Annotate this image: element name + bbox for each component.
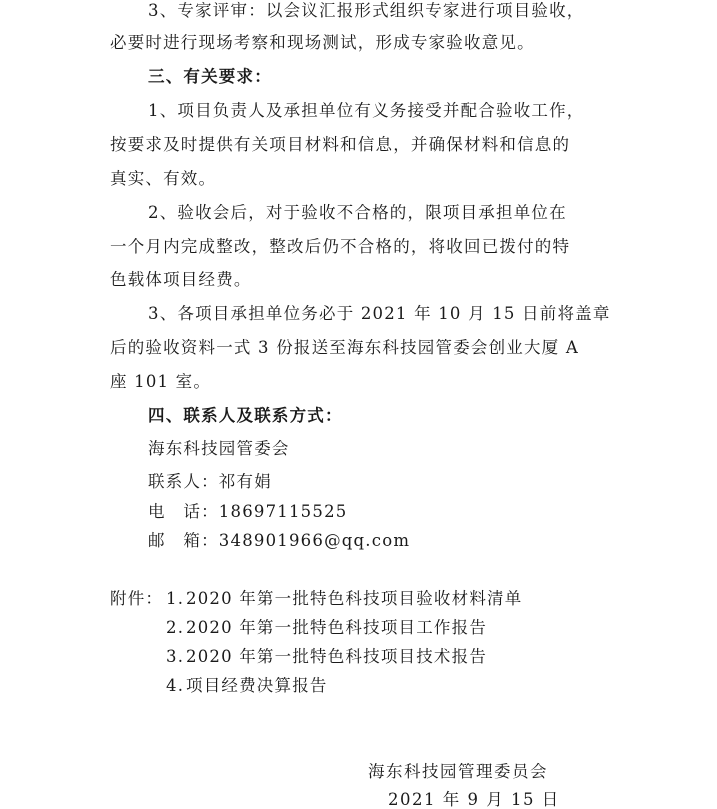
attachment-number: 2. (166, 618, 185, 637)
contact-email: 邮 箱：348901966@qq.com (148, 531, 411, 550)
requirement-3-line-2: 后的验收资料一式 3 份报送至海东科技园管委会创业大厦 A (110, 338, 579, 357)
attachment-title: 2020 年第一批特色科技项目技术报告 (186, 647, 488, 666)
signature-date: 2021 年 9 月 15 日 (388, 790, 560, 809)
review-paragraph-line-2: 必要时进行现场考察和现场测试，形成专家验收意见。 (110, 33, 535, 52)
requirement-2-line-3: 色载体项目经费。 (110, 270, 252, 289)
attachments-label: 附件： (110, 589, 164, 608)
requirement-3-line-3: 座 101 室。 (110, 372, 212, 391)
attachment-number: 1. (166, 589, 185, 608)
contact-organization: 海东科技园管委会 (148, 439, 290, 458)
attachment-title: 项目经费决算报告 (186, 676, 328, 695)
requirement-2-line-1: 2、验收会后，对于验收不合格的，限项目承担单位在 (148, 203, 567, 222)
attachment-item-1 (166, 588, 522, 610)
review-paragraph-line-1: 3、专家评审：以会议汇报形式组织专家进行项目验收， (148, 1, 585, 20)
requirement-1-line-1: 1、项目负责人及承担单位有义务接受并配合验收工作， (148, 101, 585, 120)
contact-person: 联系人：祁有娟 (148, 472, 272, 491)
requirement-3-line-1: 3、各项目承担单位务必于 2021 年 10 月 15 日前将盖章 (148, 304, 611, 323)
attachment-title: 2020 年第一批特色科技项目工作报告 (186, 618, 488, 637)
section-4-heading: 四、联系人及联系方式： (148, 406, 343, 425)
requirement-1-line-3: 真实、有效。 (110, 169, 217, 188)
signature-organization: 海东科技园管理委员会 (368, 762, 548, 781)
attachment-title: 2020 年第一批特色科技项目验收材料清单 (186, 589, 523, 608)
requirement-2-line-2: 一个月内完成整改，整改后仍不合格的，将收回已拨付的特 (110, 237, 571, 256)
contact-phone: 电 话：18697115525 (148, 502, 348, 521)
attachment-number: 3. (166, 647, 185, 666)
attachment-item-4 (166, 675, 328, 697)
attachment-item-3 (166, 646, 487, 668)
attachment-number: 4. (166, 676, 185, 695)
section-3-heading: 三、有关要求： (148, 67, 272, 86)
attachment-item-2 (166, 617, 487, 639)
requirement-1-line-2: 按要求及时提供有关项目材料和信息，并确保材料和信息的 (110, 135, 571, 154)
